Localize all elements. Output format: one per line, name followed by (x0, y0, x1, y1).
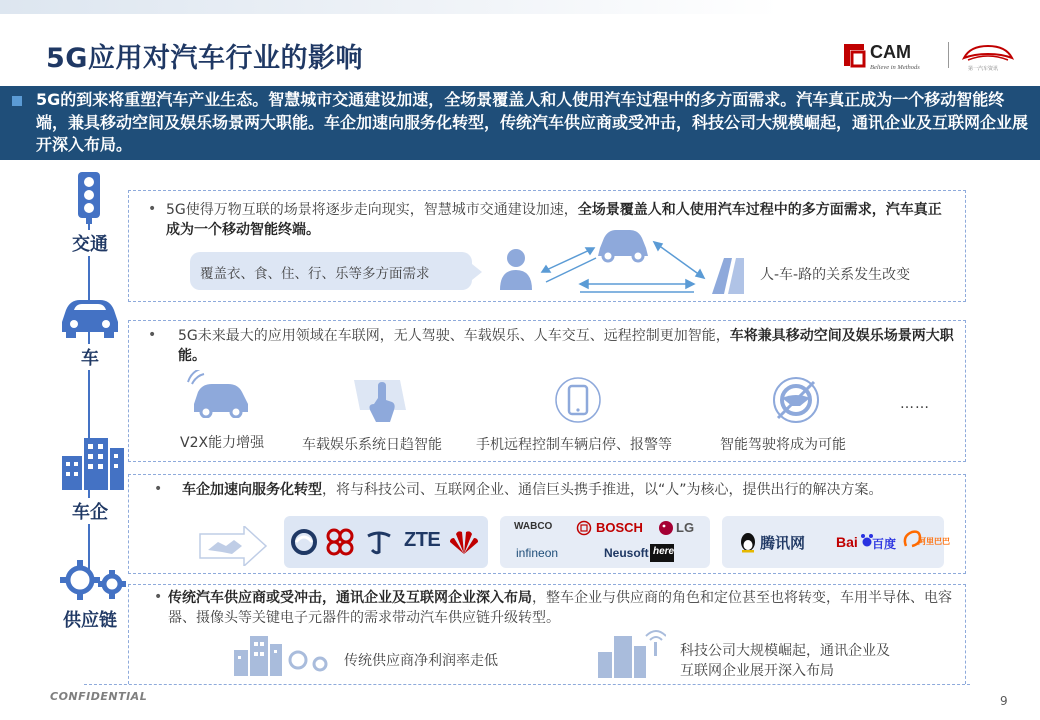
title-bar (0, 0, 1040, 80)
china-telecom-logo-icon (364, 528, 394, 556)
page-title: 5G应用对汽车行业的影响 (46, 43, 363, 74)
traffic-light-icon (70, 172, 110, 224)
road-icon (712, 258, 744, 294)
bosch-logo-icon (576, 520, 592, 536)
buildings-icon (58, 434, 126, 490)
page-number: 9 (1000, 694, 1008, 708)
feature-smart-driving: 智能驾驶将成为可能 (720, 437, 846, 453)
here-logo (650, 544, 674, 562)
neusoft-logo: Neusoft (604, 546, 649, 560)
supply-left-caption: 传统供应商净利润率走低 (344, 653, 498, 669)
feature-infotainment: 车载娱乐系统日趋智能 (302, 437, 442, 453)
title-accent (0, 0, 1040, 14)
needs-bubble (190, 252, 472, 290)
needs-bubble-text: 覆盖衣、食、住、行、乐等多方面需求 (200, 266, 430, 282)
svg-text:CAM: CAM (870, 42, 911, 62)
gears-icon (58, 556, 130, 604)
zte-logo: ZTE (404, 529, 441, 551)
supply-right-caption-line1: 科技公司大规模崛起，通讯企业及 (680, 643, 890, 659)
here-logo-text: here (653, 546, 675, 557)
logo-divider (948, 42, 949, 68)
factory-gears-icon (232, 632, 332, 676)
wabco-logo: WABCO (514, 521, 553, 532)
cam-logo-icon (842, 40, 942, 72)
handshake-arrow-icon (198, 526, 268, 566)
infineon-logo: infineon (516, 546, 559, 560)
baidu-logo-bai: Bai (836, 534, 858, 550)
baidu-logo-cn: 百度 (872, 537, 897, 551)
svg-text:第一汽车资讯: 第一汽车资讯 (968, 66, 999, 72)
supply-text (168, 588, 954, 628)
supply-text-plain: ，整车企业与供应商的角色和定位甚至也将转变，车用半导体、电容器、摄像头等关键电子元器件的需求带动汽车供应链升级转型。 (168, 590, 952, 626)
bubble-tail (472, 264, 482, 280)
alibaba-logo: 阿里巴巴 (918, 537, 950, 546)
tech-buildings-icon (596, 628, 666, 678)
touch-screen-icon (348, 376, 410, 426)
lg-logo-icon (658, 520, 674, 536)
huawei-logo-icon (448, 528, 480, 556)
tencent-logo: 腾讯网 (760, 534, 806, 552)
telecom-logos-box (284, 516, 488, 568)
smartphone-icon (554, 376, 602, 424)
company-logo (842, 38, 1022, 74)
vehicle-text-plain: 5G未来最大的应用领域在车联网，无人驾驶、车载娱乐、人车交互、远程控制更加智能， (178, 328, 730, 344)
steering-wheel-icon (770, 376, 822, 424)
svg-text:Believe in Methods: Believe in Methods (870, 64, 920, 71)
china-mobile-logo-icon (290, 528, 318, 556)
qq-penguin-logo-icon (738, 530, 758, 554)
category-traffic: 交通 (50, 230, 130, 256)
automaker-text-bold: 车企加速向服务化转型 (182, 482, 322, 498)
category-automaker: 车企 (50, 498, 130, 524)
supply-bullet: • (154, 589, 163, 605)
category-vehicle: 车 (50, 344, 130, 370)
summary-banner (0, 86, 1040, 160)
supply-text-bold: 传统汽车供应商或受冲击，通讯企业及互联网企业深入布局 (168, 590, 532, 606)
traffic-bullet: • (148, 201, 157, 217)
car-top-icon (598, 230, 648, 261)
category-supply-chain: 供应链 (50, 606, 130, 632)
tech-logos-box (500, 516, 710, 568)
bosch-logo: BOSCH (596, 520, 643, 535)
banner-bullet (12, 96, 22, 106)
automaker-text (182, 480, 954, 500)
supply-right-caption-line2: 互联网企业展开深入布局 (680, 663, 834, 679)
vehicle-text-bold: 车将兼具移动空间及娱乐场景两大职能。 (178, 328, 954, 364)
china-unicom-logo-icon (324, 526, 356, 558)
traffic-text-plain: 5G使得万物互联的场景将逐步走向现实，智慧城市交通建设加速， (166, 202, 578, 218)
vehicle-text (178, 326, 954, 366)
car-wireless-icon (186, 370, 256, 418)
traffic-text-bold: 全场景覆盖人和人使用汽车过程中的多方面需求，汽车真正成为一个移动智能终端。 (166, 202, 942, 238)
person-car-road-diagram (498, 226, 748, 298)
footer-divider (84, 684, 970, 685)
confidential-label: CONFIDENTIAL (50, 690, 148, 703)
person-icon (500, 249, 532, 290)
automaker-bullet: • (154, 481, 163, 497)
feature-v2x: V2X能力增强 (180, 435, 265, 451)
feature-remote-control: 手机远程控制车辆启停、报警等 (476, 437, 672, 453)
banner-text: 5G的到来将重塑汽车产业生态。智慧城市交通建设加速，全场景覆盖人和人使用汽车过程中的多方面需求。汽车真正成为一个移动智能终端，兼具移动空间及娱乐场景两大职能。车企加速向服务化转型，传统汽车供应商或受冲击，科技公司大规模崛起，通讯企业及互联网企业展开深入布局。 (36, 90, 1029, 154)
automaker-text-plain: ，将与科技公司、互联网企业、通信巨头携手推进，以“人”为核心，提供出行的解决方案。 (322, 482, 883, 498)
lg-logo: LG (676, 520, 695, 535)
relation-caption: 人-车-路的关系发生改变 (760, 267, 911, 283)
vehicle-bullet: • (148, 327, 157, 343)
partner-car-logo-icon (958, 40, 1018, 72)
car-icon (56, 292, 124, 340)
more-ellipsis: …… (900, 396, 930, 412)
internet-logos-box (722, 516, 950, 568)
